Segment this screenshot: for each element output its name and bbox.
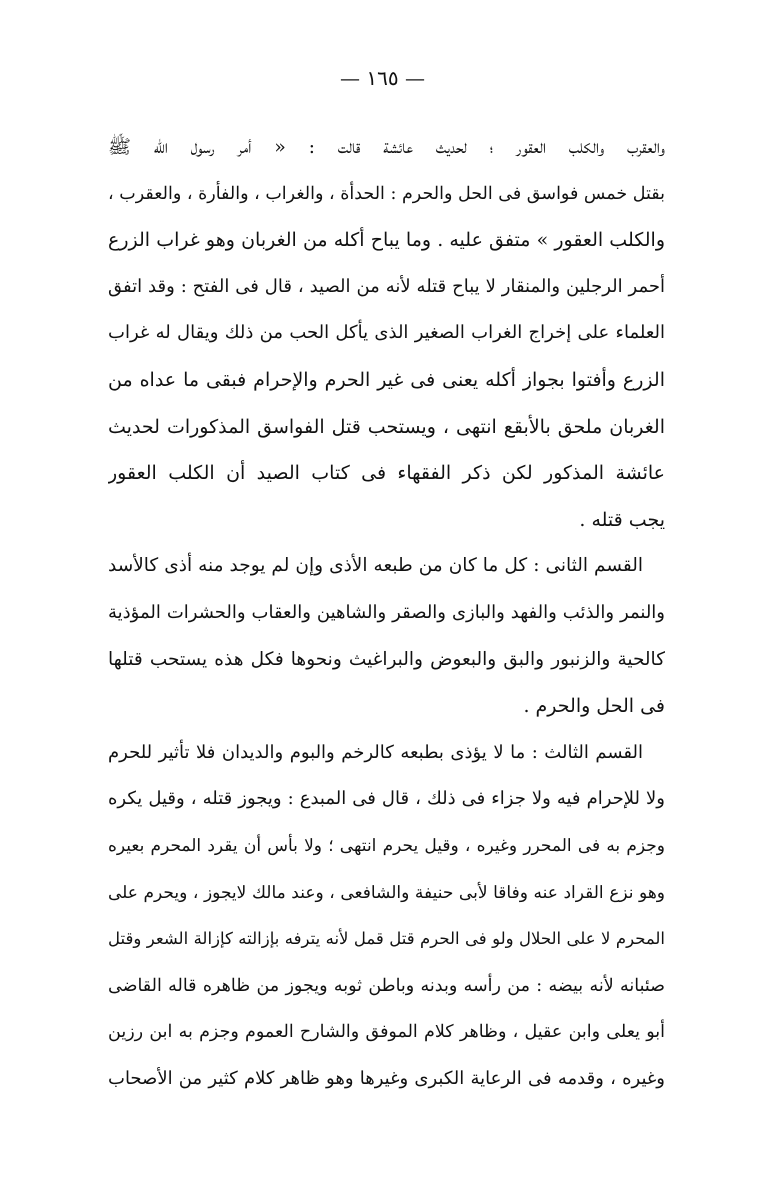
text-line: القسم الثانى : كل ما كان من طبعه الأذى وإن لم يوجد منه أذى كالأسد bbox=[108, 555, 643, 577]
text-line: وجزم به فى المحرر وغيره ، وقيل يحرم انتهى ؛ ولا بأس أن يقرد المحرم بعيره bbox=[108, 835, 665, 856]
text-line: العلماء على إخراج الغراب الصغير الذى يأكل الحب من ذلك ويقال له غراب bbox=[108, 322, 665, 344]
text-line: والنمر والذئب والفهد والبازى والصقر والشاهين والعقاب والحشرات المؤذية bbox=[108, 601, 665, 623]
text-line: والعقرب والكلب العقور ؛ لحديث عائشة قالت : « أمر رسول الله ﷺ bbox=[108, 136, 665, 158]
text-line: الغربان ملحق بالأبقع انتهى ، ويستحب قتل الفواسق المذكورات لحديث bbox=[108, 415, 665, 438]
text-line: المحرم لا على الحلال ولو فى الحرم قتل قمل لأنه يترفه بإزالته كإزالة الشعر وقتل bbox=[108, 929, 665, 949]
text-line: عائشة المذكور لكن ذكر الفقهاء فى كتاب الصيد أن الكلب العقور bbox=[108, 462, 665, 485]
text-line: كالحية والزنبور والبق والبعوض والبراغيث ونحوها فكل هذه يستحب قتلها bbox=[108, 648, 665, 670]
text-line: فى الحل والحرم . bbox=[523, 695, 665, 718]
text-line: أحمر الرجلين والمنقار لا يباح قتله لأنه من الصيد ، قال فى الفتح : وقد اتفق bbox=[108, 275, 665, 297]
text-line: صئبانه لأنه بيضه : من رأسه وبدنه وباطن ثوبه ويجوز من ظاهره قاله القاضى bbox=[108, 975, 665, 996]
text-line: ولا للإحرام فيه ولا جزاء فى ذلك ، قال فى المبدع : ويجوز قتله ، وقيل يكره bbox=[108, 788, 665, 810]
page-number: — ١٦٥ — bbox=[340, 66, 425, 90]
text-line: أبو يعلى وابن عقيل ، وظاهر كلام الموفق والشارح العموم وجزم به ابن رزين bbox=[108, 1022, 665, 1043]
text-line: والكلب العقور » متفق عليه . وما يباح أكله من الغربان وهو غراب الزرع bbox=[108, 229, 665, 252]
body-text bbox=[108, 124, 665, 1102]
text-line: الزرع وأفتوا بجواز أكله يعنى فى غير الحرم والإحرام فبقى ما عداه من bbox=[108, 368, 665, 391]
text-line: بقتل خمس فواسق فى الحل والحرم : الحدأة ، والغراب ، والفأرة ، والعقرب ، bbox=[108, 183, 665, 204]
text-line: القسم الثالث : ما لا يؤذى بطبعه كالرخم والبوم والديدان فلا تأثير للحرم bbox=[108, 741, 643, 763]
text-line: وهو نزع القراد عنه وفاقا لأبى حنيفة والشافعى ، وعند مالك لايجوز ، ويحرم على bbox=[108, 882, 665, 903]
text-line: يجب قتله . bbox=[579, 508, 665, 531]
text-line: وغيره ، وقدمه فى الرعاية الكبرى وغيرها وهو ظاهر كلام كثير من الأصحاب bbox=[108, 1067, 665, 1089]
